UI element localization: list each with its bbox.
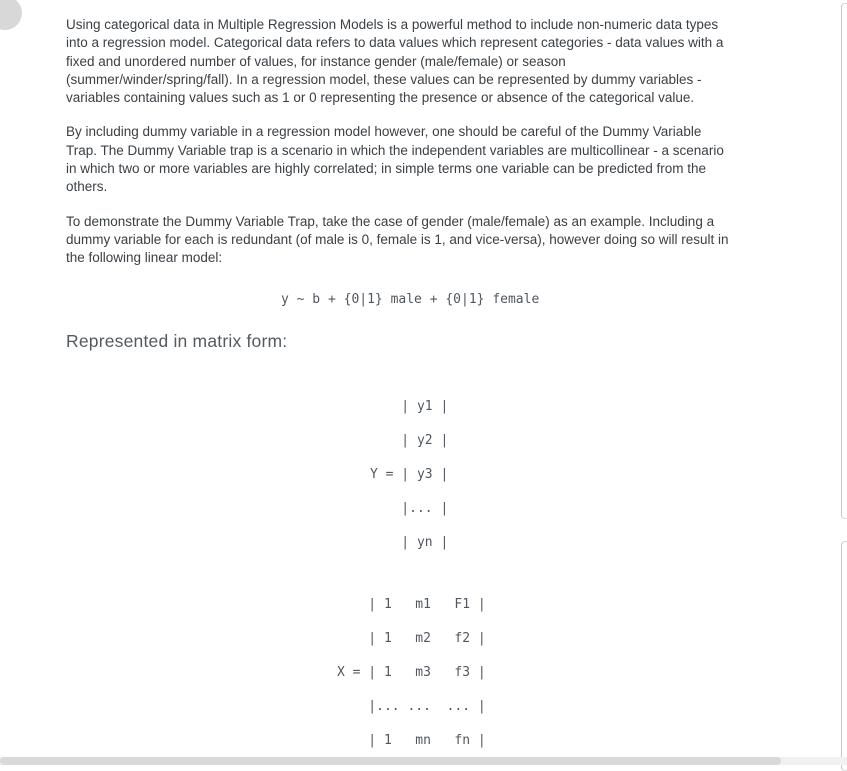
paragraph-dummy-variable-trap: By including dummy variable in a regression model however, one should be careful of the Dummy Variable Trap. The Dummy Variable trap is a scenario in which the independent variables are multicollinear - a scenario in which two or more variables are highly correlated; in simple terms one variable can be predicted from the others.: [66, 124, 724, 195]
author-avatar[interactable]: [0, 0, 22, 30]
matrix-row: X = | 1 m3 f3 |: [337, 664, 486, 680]
matrix-row: | 1 m2 f2 |: [337, 630, 486, 646]
matrix-row: | yn |: [370, 534, 449, 550]
matrix-row: |... |: [370, 500, 449, 516]
matrix-row: | 1 mn fn |: [337, 732, 486, 748]
right-panel-edge-top: [841, 3, 847, 519]
matrix-row: | 1 m1 F1 |: [337, 596, 486, 612]
paragraph-categorical-data: Using categorical data in Multiple Regression Models is a powerful method to include non-numeric data types into a regression model. Categorical data refers to data values which represent categories - data values with a fixed and unordered number of values, for instance gender (male/female) or season (summer/winder/spring/fall). In a regression model, these values can be represented by dummy variables - variables containing values such as 1 or 0 representing the presence or absence of the categorical value.: [66, 17, 724, 106]
x-matrix: [337, 588, 732, 758]
answer-body: [66, 0, 732, 758]
matrix-row: | y1 |: [370, 398, 449, 414]
horizontal-scrollbar[interactable]: [0, 757, 847, 765]
matrix-row: |... ... ... |: [337, 698, 486, 714]
horizontal-scrollbar-thumb[interactable]: [0, 757, 781, 765]
paragraph-gender-example: To demonstrate the Dummy Variable Trap, take the case of gender (male/female) as an example. Including a dummy variable for each is redundant (of male is 0, female is 1, and vice-versa), however doing so will result in the following linear model:: [66, 213, 729, 266]
matrix-form-heading: Represented in matrix form:: [66, 330, 288, 351]
linear-model-formula: y ~ b + {0|1} male + {0|1} female: [281, 291, 540, 307]
matrix-row: | y2 |: [370, 432, 449, 448]
matrix-row: Y = | y3 |: [370, 466, 449, 482]
right-panel-edge-bottom: [841, 541, 847, 771]
y-matrix: [370, 390, 732, 560]
